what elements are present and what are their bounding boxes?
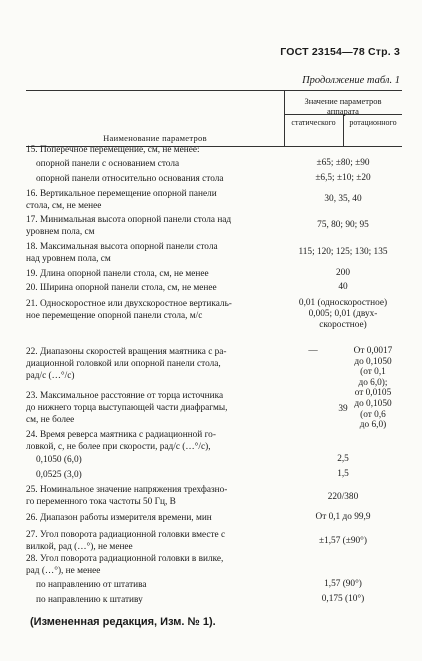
param-text: 16. Вертикальное перемещение опорной панели стола, см, не менее — [26, 189, 217, 212]
param-value: 220/380 — [327, 492, 359, 502]
param-text: 27. Угол поворота радиационной головки вместе с вилкой, рад (…°), не менее — [26, 530, 226, 553]
param-text: опорной панели относительно основания стола — [36, 174, 224, 184]
rotation-subheader: ротационного — [349, 118, 397, 127]
param-text: 26. Диапазон работы измерителя времени, мин — [26, 513, 212, 523]
param-text: 19. Длина опорной панели стола, см, не менее — [26, 269, 209, 279]
param-text: 20. Ширина опорной панели стола, см, не менее — [26, 283, 217, 293]
param-text: 23. Максимальное расстояние от торца источника до нижнего торца выступающей части диафрагмы, см, не более — [26, 391, 228, 426]
table-top-border — [26, 90, 402, 91]
param-value: 1,57 (90°) — [324, 579, 362, 589]
param-text: 28. Угол поворота радиационной головки в вилке, рад (…°), не менее — [26, 554, 224, 577]
static-value: — — [308, 346, 318, 356]
param-text: опорной панели с основанием стола — [36, 159, 180, 169]
param-text: 25. Номинальное значение напряжения трехфазно- го переменного тока частоты 50 Гц, В — [26, 485, 228, 508]
param-value: 200 — [336, 268, 350, 278]
param-text: 15. Поперечное перемещение, см, не менее: — [26, 145, 200, 155]
page-header: ГОСТ 23154—78 Стр. 3 — [280, 46, 400, 58]
param-value: 0,01 (односкоростное) 0,005; 0,01 (двух- скоростное) — [298, 298, 388, 330]
param-value: ±65; ±80; ±90 — [316, 158, 370, 168]
amendment-note: (Измененная редакция, Изм. № 1). — [30, 616, 216, 628]
param-text: 24. Время реверса маятника с радиационной го- ловкой, с, не более при скорости, рад/с (…°/с), — [26, 430, 216, 453]
param-text: 21. Односкоростное или двухскоростное вертикаль- ное перемещение опорной панели стола, м/с — [26, 299, 232, 322]
param-value: 1,5 — [337, 469, 349, 479]
param-text: 0,1050 (6,0) — [36, 455, 82, 465]
param-value: 2,5 — [337, 454, 349, 464]
param-value: 75, 80; 90; 95 — [317, 220, 369, 230]
rotation-value: От 0,0017 до 0,1050 (от 0,1 до 6,0); от 0,0105 до 0,1050 (от 0,6 до 6,0) — [353, 346, 393, 431]
param-value: 0,175 (10°) — [321, 594, 365, 604]
param-value: ±1,57 (±90°) — [318, 536, 367, 546]
param-text: 18. Максимальная высота опорной панели стола над уровнем пола, см — [26, 242, 218, 265]
table-continuation-label: Продолжение табл. 1 — [302, 75, 400, 86]
param-value: 39 — [338, 404, 348, 414]
param-text: по направлению к штативу — [36, 595, 143, 605]
value-column-header: Значение параметров аппарата — [304, 96, 382, 116]
param-value: ±6,5; ±10; ±20 — [315, 173, 371, 183]
param-column-header: Наименование параметров — [103, 133, 207, 143]
param-value: 115; 120; 125; 130; 135 — [298, 247, 388, 257]
param-value: 40 — [338, 282, 348, 292]
param-text: по направлению от штатива — [36, 580, 147, 590]
static-subheader: статического — [291, 118, 336, 127]
param-value: От 0,1 до 99,9 — [315, 512, 371, 522]
param-text: 22. Диапазоны скоростей вращения маятника с ра- диационной головкой или опорной панели стола, рад/с (…°/с) — [26, 347, 227, 382]
param-value: 30, 35, 40 — [324, 194, 362, 204]
param-text: 0,0525 (3,0) — [36, 470, 82, 480]
param-text: 17. Минимальная высота опорной панели стола над уровнем пола, см — [26, 215, 232, 238]
